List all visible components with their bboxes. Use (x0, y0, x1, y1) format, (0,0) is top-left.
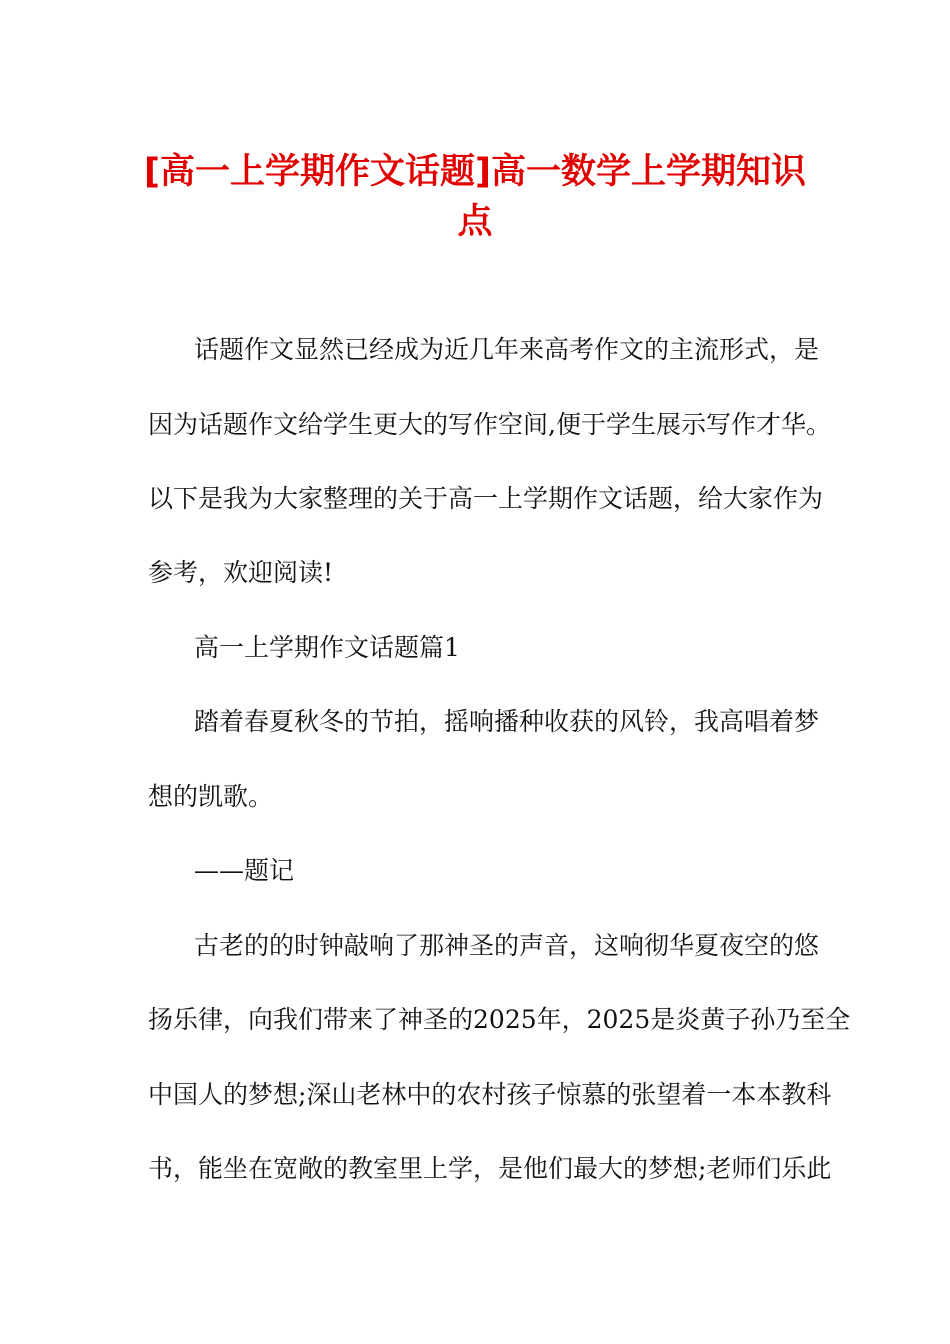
epigraph-signature: ——题记 (194, 856, 295, 885)
paragraph-line: 中国人的梦想;深山老林中的农村孩子惊慕的张望着一本本教科 (148, 1080, 832, 1109)
document-title-line-1: [高一上学期作文话题]高一数学上学期知识 (144, 152, 806, 192)
paragraph-line: 想的凯歌。 (148, 782, 274, 811)
paragraph-line: 踏着春夏秋冬的节拍，摇响播种收获的风铃，我高唱着梦 (194, 707, 820, 736)
paragraph-line: 因为话题作文给学生更大的写作空间,便于学生展示写作才华。 (148, 410, 831, 439)
section-heading: 高一上学期作文话题篇1 (194, 633, 460, 662)
paragraph-line: 古老的的时钟敲响了那神圣的声音，这响彻华夏夜空的悠 (194, 931, 820, 960)
paragraph-line: 话题作文显然已经成为近几年来高考作文的主流形式，是 (194, 335, 820, 364)
paragraph-line: 书，能坐在宽敞的教室里上学，是他们最大的梦想;老师们乐此 (148, 1154, 832, 1183)
paragraph-line: 以下是我为大家整理的关于高一上学期作文话题，给大家作为 (148, 484, 824, 513)
document-title-line-2: 点 (457, 202, 493, 242)
paragraph-line: 参考，欢迎阅读! (148, 558, 334, 587)
paragraph-line: 扬乐律，向我们带来了神圣的2025年，2025是炎黄子孙乃至全 (148, 1005, 851, 1034)
